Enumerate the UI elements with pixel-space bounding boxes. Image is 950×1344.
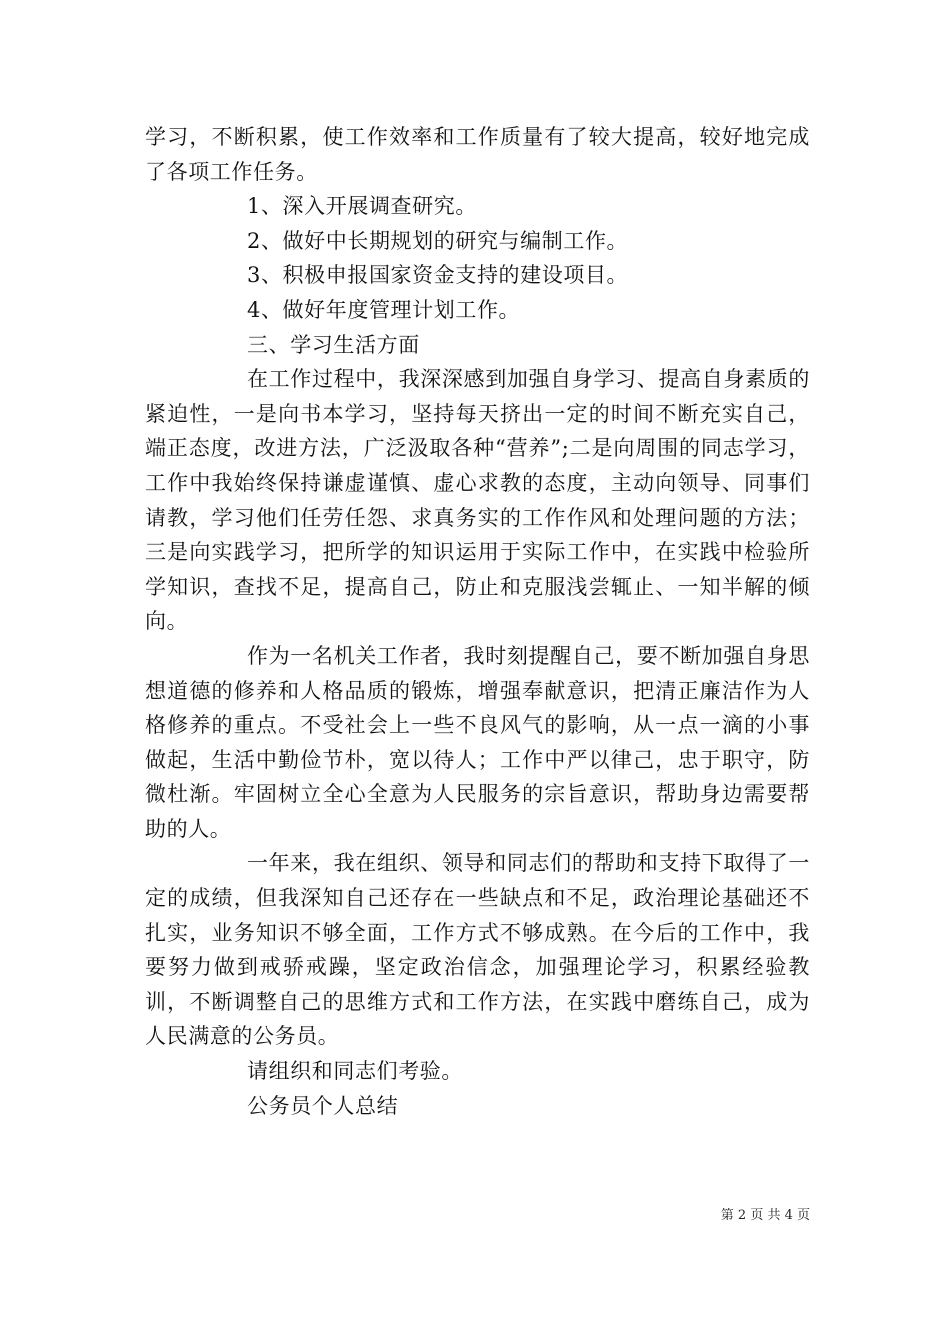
list-item: 2、做好中长期规划的研究与编制工作。 [247,228,629,253]
list-item: 3、积极申报国家资金支持的建设项目。 [247,263,629,288]
paragraph: 一年来，我在组织、领导和同志们的帮助和支持下取得了一定的成绩，但我深知自己还存在一些缺点和不足，政治理论基础还不扎实，业务知识不够全面，工作方式不够成熟。在今后的工作中，我要努力做到戒骄戒躁，坚定政治信念，加强理论学习，积累经验教训，不断调整自己的思维方式和工作方法，在实践中磨练自己，成为人民满意的公务员。 [145,851,810,1049]
paragraph: 公务员个人总结 [247,1093,399,1118]
paragraph: 学习，不断积累，使工作效率和工作质量有了较大提高，较好地完成了各项工作任务。 [145,125,810,184]
paragraph: 在工作过程中，我深深感到加强自身学习、提高自身素质的紧迫性，一是向书本学习，坚持每天挤出一定的时间不断充实自己，端正态度，改进方法，广泛汲取各种“营养”;二是向周围的同志学习，工作中我始终保持谦虚谨慎、虚心求教的态度，主动向领导、同事们请教，学习他们任劳任怨、求真务实的工作作风和处理问题的方法；三是向实践学习，把所学的知识运用于实际工作中，在实践中检验所学知识，查找不足，提高自己，防止和克服浅尝辄止、一知半解的倾向。 [145,367,810,634]
section-heading: 三、学习生活方面 [247,332,420,357]
page-number: 第 2 页 共 4 页 [720,1208,810,1223]
list-item: 4、做好年度管理计划工作。 [247,297,521,322]
list-item: 1、深入开展调查研究。 [247,194,477,219]
document-body [145,120,810,1123]
paragraph: 作为一名机关工作者，我时刻提醒自己，要不断加强自身思想道德的修养和人格品质的锻炼，增强奉献意识，把清正廉洁作为人格修养的重点。不受社会上一些不良风气的影响，从一点一滴的小事做起，生活中勤俭节朴，宽以待人；工作中严以律己，忠于职守，防微杜渐。牢固树立全心全意为人民服务的宗旨意识，帮助身边需要帮助的人。 [145,643,810,841]
paragraph: 请组织和同志们考验。 [247,1059,463,1084]
